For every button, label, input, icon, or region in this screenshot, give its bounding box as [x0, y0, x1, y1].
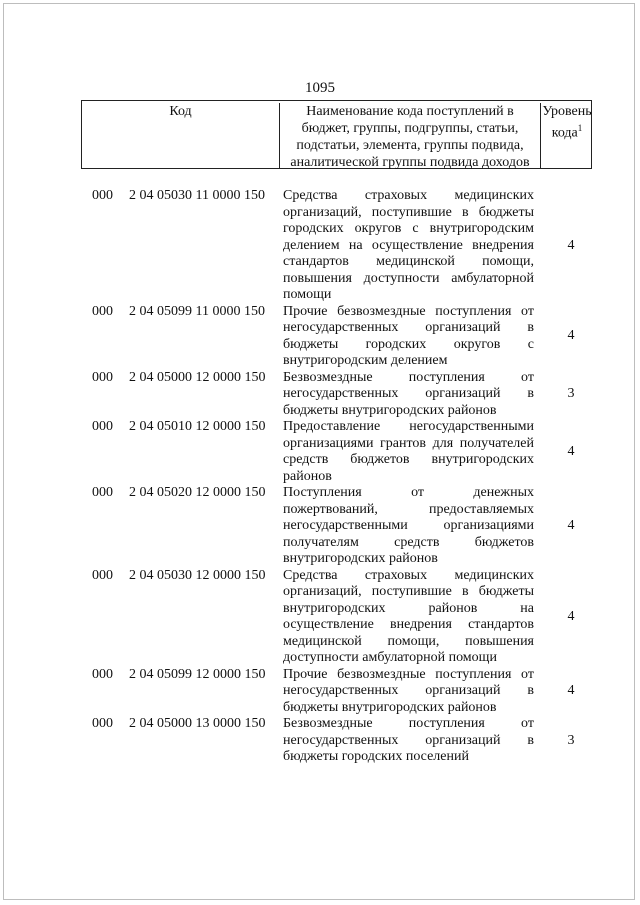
header-name-line: бюджет, группы, подгруппы, статьи, — [301, 121, 519, 136]
revenue-name — [283, 667, 534, 717]
code-level: 3 — [567, 732, 575, 748]
page-number: 1095 — [305, 80, 335, 96]
admin-code: 000 — [92, 567, 113, 583]
footnote-marker: 1 — [577, 123, 583, 133]
admin-code: 000 — [92, 188, 113, 203]
revenue-name-line: Средства страховых медицинских — [283, 567, 534, 583]
revenue-code: 2 04 05099 11 0000 150 — [129, 303, 265, 319]
admin-code: 000 — [92, 666, 113, 682]
header-name-line: Наименование кода поступлений в — [306, 104, 514, 119]
header-code: Код — [169, 104, 192, 119]
revenue-name-line: внутригородских районов на — [283, 600, 534, 616]
revenue-name — [283, 304, 534, 370]
revenue-name-line: медицинской помощи, повышения — [283, 633, 534, 649]
table-row — [0, 716, 640, 766]
revenue-name-line: получателям средств бюджетов — [283, 534, 534, 550]
revenue-name-line: пожертвований, предоставляемых — [283, 501, 534, 517]
revenue-code: 2 04 05099 12 0000 150 — [129, 666, 266, 682]
header-level-line: Уровень — [542, 104, 592, 119]
admin-code: 000 — [92, 369, 113, 385]
code-level: 4 — [567, 443, 575, 459]
revenue-name-line: бюджеты городских поселений — [283, 749, 469, 764]
code-level: 4 — [567, 518, 575, 533]
revenue-name — [283, 568, 534, 667]
revenue-name-line: Прочие безвозмездные поступления от — [283, 303, 534, 319]
table-row — [0, 188, 640, 304]
revenue-name-line: организаций, поступившие в бюджеты — [283, 204, 534, 220]
revenue-name-line: Поступления от денежных — [283, 485, 534, 500]
admin-code: 000 — [92, 419, 113, 434]
table-row — [0, 419, 640, 485]
revenue-name-line: Безвозмездные поступления от — [283, 716, 534, 731]
revenue-name-line: внутригородским делением — [283, 353, 448, 368]
table-row — [0, 304, 640, 370]
revenue-name — [283, 485, 534, 568]
header-name-line: аналитической группы подвида доходов — [290, 155, 530, 170]
admin-code: 000 — [92, 716, 113, 731]
revenue-name-line: помощи — [283, 287, 332, 302]
revenue-name-line: делением на осуществление внедрения — [283, 237, 534, 253]
admin-code: 000 — [92, 303, 113, 319]
table-row — [0, 568, 640, 667]
header-name-line: подстатьи, элемента, группы подвида, — [296, 138, 524, 153]
revenue-name-line: Средства страховых медицинских — [283, 188, 534, 203]
revenue-name — [283, 370, 534, 420]
revenue-code: 2 04 05000 13 0000 150 — [129, 716, 266, 731]
revenue-name-line: Безвозмездные поступления от — [283, 369, 534, 385]
revenue-name-line: повышения доступности амбулаторной — [283, 270, 534, 286]
revenue-name-line: районов — [283, 468, 332, 484]
revenue-name-line: негосударственными организациями — [283, 518, 534, 533]
code-level: 3 — [567, 386, 575, 401]
table-row — [0, 370, 640, 420]
table-body — [0, 188, 640, 766]
revenue-name-line: осуществление внедрения стандартов — [283, 617, 534, 632]
revenue-name-line: организаций, поступившие в бюджеты — [283, 584, 534, 599]
revenue-code: 2 04 05030 11 0000 150 — [129, 188, 265, 203]
revenue-name-line: негосударственных организаций в — [283, 320, 534, 335]
admin-code: 000 — [92, 485, 113, 500]
revenue-code: 2 04 05020 12 0000 150 — [129, 485, 266, 500]
revenue-name-line: бюджеты внутригородских районов — [283, 699, 497, 715]
revenue-name-line: средств бюджетов внутригородских — [283, 452, 534, 467]
revenue-code: 2 04 05010 12 0000 150 — [129, 419, 266, 434]
revenue-name-line: негосударственных организаций в — [283, 683, 534, 698]
header-level — [542, 103, 592, 142]
revenue-name-line: негосударственных организаций в — [283, 732, 534, 748]
revenue-name — [283, 716, 534, 766]
header-level-word: кода — [551, 125, 578, 141]
code-level: 4 — [567, 328, 575, 344]
revenue-name-line: доступности амбулаторной помощи — [283, 650, 497, 665]
header-level-line — [542, 120, 592, 142]
code-level: 4 — [567, 683, 575, 698]
revenue-name-line: бюджеты городских округов с — [283, 336, 534, 352]
revenue-name-line: Прочие безвозмездные поступления от — [283, 666, 534, 682]
code-level: 4 — [567, 608, 575, 624]
revenue-code: 2 04 05030 12 0000 150 — [129, 567, 266, 583]
header-name — [279, 103, 541, 168]
revenue-name-line: бюджеты внутригородских районов — [283, 402, 497, 418]
revenue-code: 2 04 05000 12 0000 150 — [129, 369, 266, 385]
revenue-name — [283, 188, 534, 304]
code-level: 4 — [567, 237, 575, 253]
revenue-name-line: внутригородских районов — [283, 551, 438, 566]
table-header — [81, 100, 592, 169]
revenue-name — [283, 419, 534, 485]
revenue-name-line: городских округов с внутригородским — [283, 221, 534, 236]
revenue-name-line: организациями грантов для получателей — [283, 435, 534, 451]
revenue-name-line: негосударственных организаций в — [283, 386, 534, 401]
table-row — [0, 485, 640, 568]
revenue-name-line: стандартов медицинской помощи, — [283, 254, 534, 269]
revenue-name-line: Предоставление негосударственными — [283, 419, 534, 434]
table-row — [0, 667, 640, 717]
